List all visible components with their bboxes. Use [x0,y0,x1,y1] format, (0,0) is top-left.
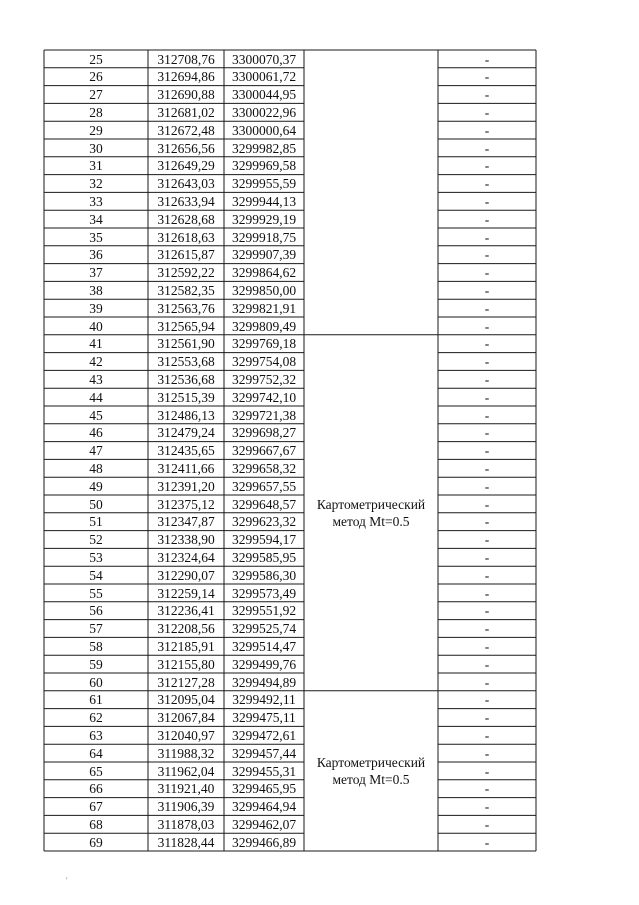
cell-y-coordinate: 3299499,76 [231,656,297,672]
cell-y-coordinate: 3299955,59 [231,176,297,192]
cell-y-coordinate: 3299465,95 [231,781,297,797]
cell-point-number: 62 [89,710,103,726]
cell-point-number: 65 [89,763,103,779]
cell-value: - [484,781,490,797]
cell-y-coordinate: 3299455,31 [231,763,297,779]
cell-point-number: 42 [89,354,103,370]
cell-value: - [484,585,490,601]
cell-value: - [484,674,490,690]
cell-value: - [484,247,490,263]
cell-x-coordinate: 312628,68 [157,211,215,227]
method-label: метод Mt=0.5 [332,771,410,787]
cell-x-coordinate: 312618,63 [157,229,215,245]
cell-x-coordinate: 312040,97 [157,727,215,743]
cell-y-coordinate: 3299721,38 [231,407,297,423]
cell-y-coordinate: 3299648,57 [231,496,297,512]
cell-y-coordinate: 3299525,74 [231,621,297,637]
cell-x-coordinate: 311921,40 [157,781,215,797]
cell-x-coordinate: 312672,48 [157,122,215,138]
cell-y-coordinate: 3299585,95 [231,549,297,565]
cell-y-coordinate: 3299462,07 [231,816,297,832]
cell-x-coordinate: 312391,20 [157,478,215,494]
cell-y-coordinate: 3299754,08 [231,354,297,370]
cell-x-coordinate: 312324,64 [157,549,215,565]
cell-value: - [484,229,490,245]
cell-x-coordinate: 312656,56 [157,140,215,156]
cell-x-coordinate: 312582,35 [157,282,215,298]
cell-y-coordinate: 3299658,32 [231,460,297,476]
cell-y-coordinate: 3299464,94 [231,799,297,815]
cell-point-number: 59 [89,656,103,672]
cell-value: - [484,478,490,494]
cell-y-coordinate: 3299551,92 [231,603,297,619]
cell-point-number: 47 [89,443,103,459]
cell-x-coordinate: 312643,03 [157,176,215,192]
cell-y-coordinate: 3299982,85 [231,140,297,156]
cell-y-coordinate: 3299864,62 [231,265,297,281]
cell-y-coordinate: 3299594,17 [231,532,297,548]
cell-point-number: 64 [89,745,103,761]
cell-y-coordinate: 3299472,61 [231,727,297,743]
cell-point-number: 67 [89,799,103,815]
cell-point-number: 28 [89,104,103,120]
cell-point-number: 48 [89,460,103,476]
cell-point-number: 46 [89,425,103,441]
cell-y-coordinate: 3299809,49 [231,318,297,334]
cell-x-coordinate: 312681,02 [157,104,215,120]
cell-y-coordinate: 3299494,89 [231,674,297,690]
cell-value: - [484,318,490,334]
cell-point-number: 58 [89,638,103,654]
cell-y-coordinate: 3300061,72 [231,69,297,85]
cell-value: - [484,603,490,619]
cell-value: - [484,532,490,548]
cell-value: - [484,425,490,441]
cell-point-number: 51 [89,514,103,530]
cell-y-coordinate: 3300070,37 [231,51,297,67]
cell-value: - [484,514,490,530]
cell-point-number: 36 [89,247,103,263]
cell-x-coordinate: 312338,90 [157,532,215,548]
cell-value: - [484,104,490,120]
cell-x-coordinate: 312553,68 [157,354,215,370]
cell-y-coordinate: 3299907,39 [231,247,297,263]
cell-y-coordinate: 3299850,00 [231,282,297,298]
cell-point-number: 45 [89,407,103,423]
cell-y-coordinate: 3300022,96 [231,104,297,120]
cell-x-coordinate: 312563,76 [157,300,215,316]
cell-point-number: 30 [89,140,103,156]
cell-y-coordinate: 3300044,95 [231,87,297,103]
cell-point-number: 34 [89,211,103,227]
cell-y-coordinate: 3299742,10 [231,389,297,405]
cell-x-coordinate: 312411,66 [157,460,215,476]
cell-value: - [484,336,490,352]
cell-y-coordinate: 3299698,27 [231,425,297,441]
cell-point-number: 50 [89,496,103,512]
cell-x-coordinate: 312694,86 [157,69,215,85]
cell-x-coordinate: 312259,14 [157,585,215,601]
cell-point-number: 43 [89,371,103,387]
cell-point-number: 41 [89,336,103,352]
cell-x-coordinate: 312515,39 [157,389,215,405]
method-label: метод Mt=0.5 [332,513,410,529]
cell-point-number: 39 [89,300,103,316]
cell-value: - [484,710,490,726]
cell-x-coordinate: 311962,04 [157,763,215,779]
cell-value: - [484,211,490,227]
cell-point-number: 40 [89,318,103,334]
cell-point-number: 66 [89,781,103,797]
cell-x-coordinate: 312127,28 [157,674,215,690]
cell-x-coordinate: 312347,87 [157,514,215,530]
cell-value: - [484,496,490,512]
cell-x-coordinate: 312565,94 [157,318,215,334]
method-label: Картометрический [316,496,426,512]
cell-x-coordinate: 312479,24 [157,425,215,441]
cell-value: - [484,122,490,138]
cell-x-coordinate: 312486,13 [157,407,215,423]
cell-x-coordinate: 311828,44 [157,834,215,850]
cell-value: - [484,567,490,583]
cell-x-coordinate: 312290,07 [157,567,215,583]
cell-value: - [484,140,490,156]
cell-y-coordinate: 3299573,49 [231,585,297,601]
cell-point-number: 60 [89,674,103,690]
cell-point-number: 44 [89,389,103,405]
cell-y-coordinate: 3299752,32 [231,371,297,387]
cell-y-coordinate: 3299514,47 [231,638,297,654]
cell-value: - [484,265,490,281]
cell-value: - [484,727,490,743]
cell-value: - [484,799,490,815]
cell-x-coordinate: 311878,03 [157,816,215,832]
cell-point-number: 35 [89,229,103,245]
cell-point-number: 25 [89,51,103,67]
cell-x-coordinate: 312435,65 [157,443,215,459]
cell-point-number: 31 [89,158,103,174]
cell-value: - [484,282,490,298]
cell-point-number: 55 [89,585,103,601]
cell-x-coordinate: 312633,94 [157,193,215,209]
cell-value: - [484,443,490,459]
cell-point-number: 56 [89,603,103,619]
cell-y-coordinate: 3299821,91 [231,300,297,316]
cell-value: - [484,834,490,850]
cell-value: - [484,300,490,316]
cell-x-coordinate: 312649,29 [157,158,215,174]
method-cell [304,754,438,788]
cell-value: - [484,745,490,761]
cell-point-number: 69 [89,834,103,850]
cell-x-coordinate: 312592,22 [157,265,215,281]
cell-y-coordinate: 3299657,55 [231,478,297,494]
cell-point-number: 38 [89,282,103,298]
scan-speck: ' [66,876,68,885]
cell-x-coordinate: 312615,87 [157,247,215,263]
cell-x-coordinate: 312536,68 [157,371,215,387]
cell-point-number: 53 [89,549,103,565]
cell-x-coordinate: 312185,91 [157,638,215,654]
cell-x-coordinate: 311906,39 [157,799,215,815]
cell-point-number: 61 [89,692,103,708]
cell-value: - [484,460,490,476]
cell-value: - [484,69,490,85]
cell-value: - [484,407,490,423]
cell-x-coordinate: 312561,90 [157,336,215,352]
cell-value: - [484,158,490,174]
cell-value: - [484,193,490,209]
cell-point-number: 27 [89,87,103,103]
cell-value: - [484,354,490,370]
cell-x-coordinate: 312236,41 [157,603,215,619]
cell-y-coordinate: 3299457,44 [231,745,297,761]
cell-value: - [484,763,490,779]
cell-value: - [484,692,490,708]
cell-point-number: 33 [89,193,103,209]
cell-x-coordinate: 312375,12 [157,496,215,512]
cell-y-coordinate: 3299623,32 [231,514,297,530]
cell-point-number: 57 [89,621,103,637]
cell-y-coordinate: 3299475,11 [232,710,296,726]
cell-y-coordinate: 3299667,67 [231,443,297,459]
cell-y-coordinate: 3299944,13 [231,193,297,209]
cell-y-coordinate: 3299466,89 [231,834,297,850]
cell-point-number: 29 [89,122,103,138]
cell-x-coordinate: 312708,76 [157,51,215,67]
cell-value: - [484,51,490,67]
cell-point-number: 26 [89,69,103,85]
cell-point-number: 32 [89,176,103,192]
cell-x-coordinate: 312208,56 [157,621,215,637]
cell-y-coordinate: 3299929,19 [231,211,297,227]
cell-y-coordinate: 3299918,75 [231,229,297,245]
cell-y-coordinate: 3299769,18 [231,336,297,352]
cell-y-coordinate: 3299586,30 [231,567,297,583]
cell-value: - [484,638,490,654]
method-cell [304,496,438,530]
cell-point-number: 49 [89,478,103,494]
method-label: Картометрический [316,754,426,770]
cell-point-number: 68 [89,816,103,832]
cell-value: - [484,87,490,103]
cell-point-number: 37 [89,265,103,281]
cell-point-number: 63 [89,727,103,743]
cell-x-coordinate: 311988,32 [157,745,215,761]
cell-y-coordinate: 3300000,64 [231,122,297,138]
cell-value: - [484,656,490,672]
cell-value: - [484,371,490,387]
cell-point-number: 54 [89,567,103,583]
cell-value: - [484,549,490,565]
cell-y-coordinate: 3299969,58 [231,158,297,174]
cell-value: - [484,816,490,832]
cell-value: - [484,621,490,637]
cell-value: - [484,389,490,405]
cell-x-coordinate: 312095,04 [157,692,215,708]
cell-x-coordinate: 312155,80 [157,656,215,672]
cell-x-coordinate: 312067,84 [157,710,215,726]
cell-x-coordinate: 312690,88 [157,87,215,103]
cell-y-coordinate: 3299492,11 [232,692,296,708]
cell-value: - [484,176,490,192]
cell-point-number: 52 [89,532,103,548]
